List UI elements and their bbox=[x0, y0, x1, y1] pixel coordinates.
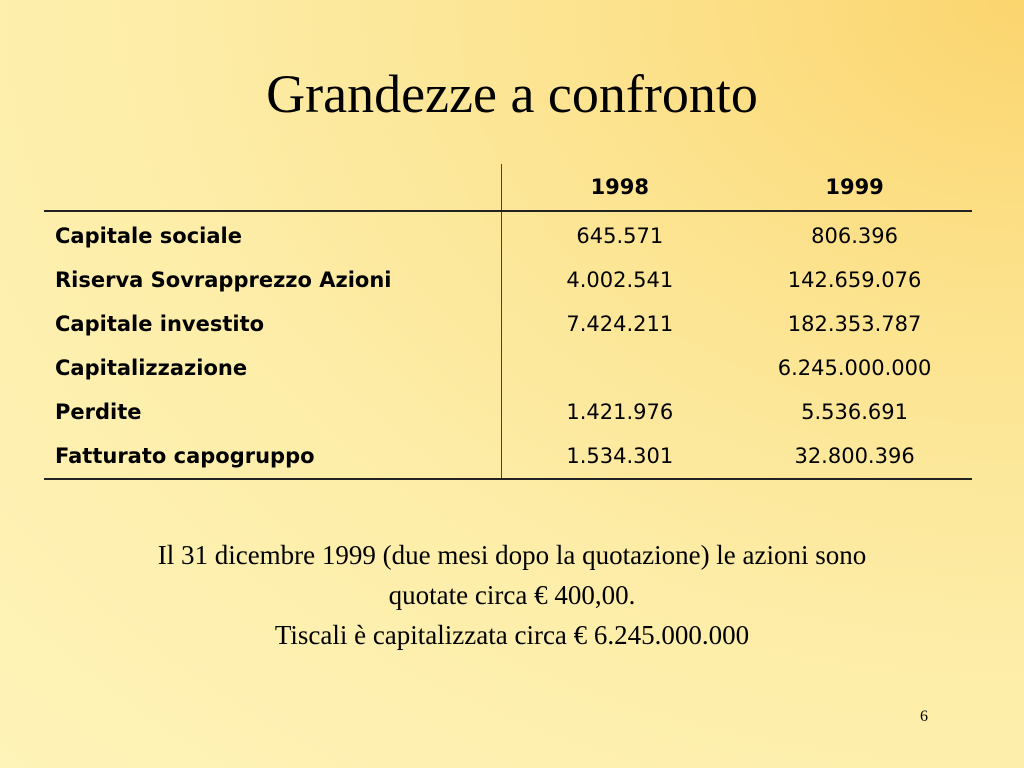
header-1999: 1999 bbox=[737, 164, 972, 211]
value-1998: 7.424.211 bbox=[566, 312, 674, 336]
value-1999: 142.659.076 bbox=[787, 268, 922, 292]
header-label-cell bbox=[44, 164, 502, 211]
row-label: Capitale sociale bbox=[44, 211, 502, 258]
value-1999: 32.800.396 bbox=[737, 434, 972, 479]
note-line: Il 31 dicembre 1999 (due mesi dopo la quotazione) le azioni sono bbox=[157, 540, 867, 570]
value-1999: 806.396 bbox=[811, 224, 898, 248]
slide-title: Grandezze a confronto bbox=[266, 64, 758, 124]
table-row bbox=[44, 211, 972, 258]
value-1999: 6.245.000.000 bbox=[777, 356, 932, 380]
row-label: Riserva Sovrapprezzo Azioni bbox=[44, 258, 502, 302]
header-1998: 1998 bbox=[502, 164, 737, 211]
table-row bbox=[44, 258, 972, 302]
note-line: Tiscali è capitalizzata circa € 6.245.000.000 bbox=[274, 620, 750, 650]
table-row bbox=[44, 390, 972, 434]
summary-note bbox=[0, 535, 1024, 655]
value-1998: 645.571 bbox=[576, 224, 664, 248]
comparison-table bbox=[44, 164, 972, 480]
value-1998: 4.002.541 bbox=[566, 268, 674, 292]
row-label: Fatturato capogruppo bbox=[44, 434, 502, 479]
table-row bbox=[44, 434, 972, 479]
row-label: Perdite bbox=[44, 390, 502, 434]
value-1998 bbox=[502, 346, 737, 390]
value-1998: 1.421.976 bbox=[566, 400, 674, 424]
page-number: 6 bbox=[920, 708, 928, 725]
note-line: quotate circa € 400,00. bbox=[388, 580, 636, 610]
table-row bbox=[44, 302, 972, 346]
table-header-row bbox=[44, 164, 972, 211]
value-1999: 182.353.787 bbox=[787, 312, 922, 336]
value-1999: 5.536.691 bbox=[801, 400, 909, 424]
row-label: Capitale investito bbox=[44, 302, 502, 346]
table-row bbox=[44, 346, 972, 390]
row-label: Capitalizzazione bbox=[44, 346, 502, 390]
value-1998: 1.534.301 bbox=[502, 434, 737, 479]
